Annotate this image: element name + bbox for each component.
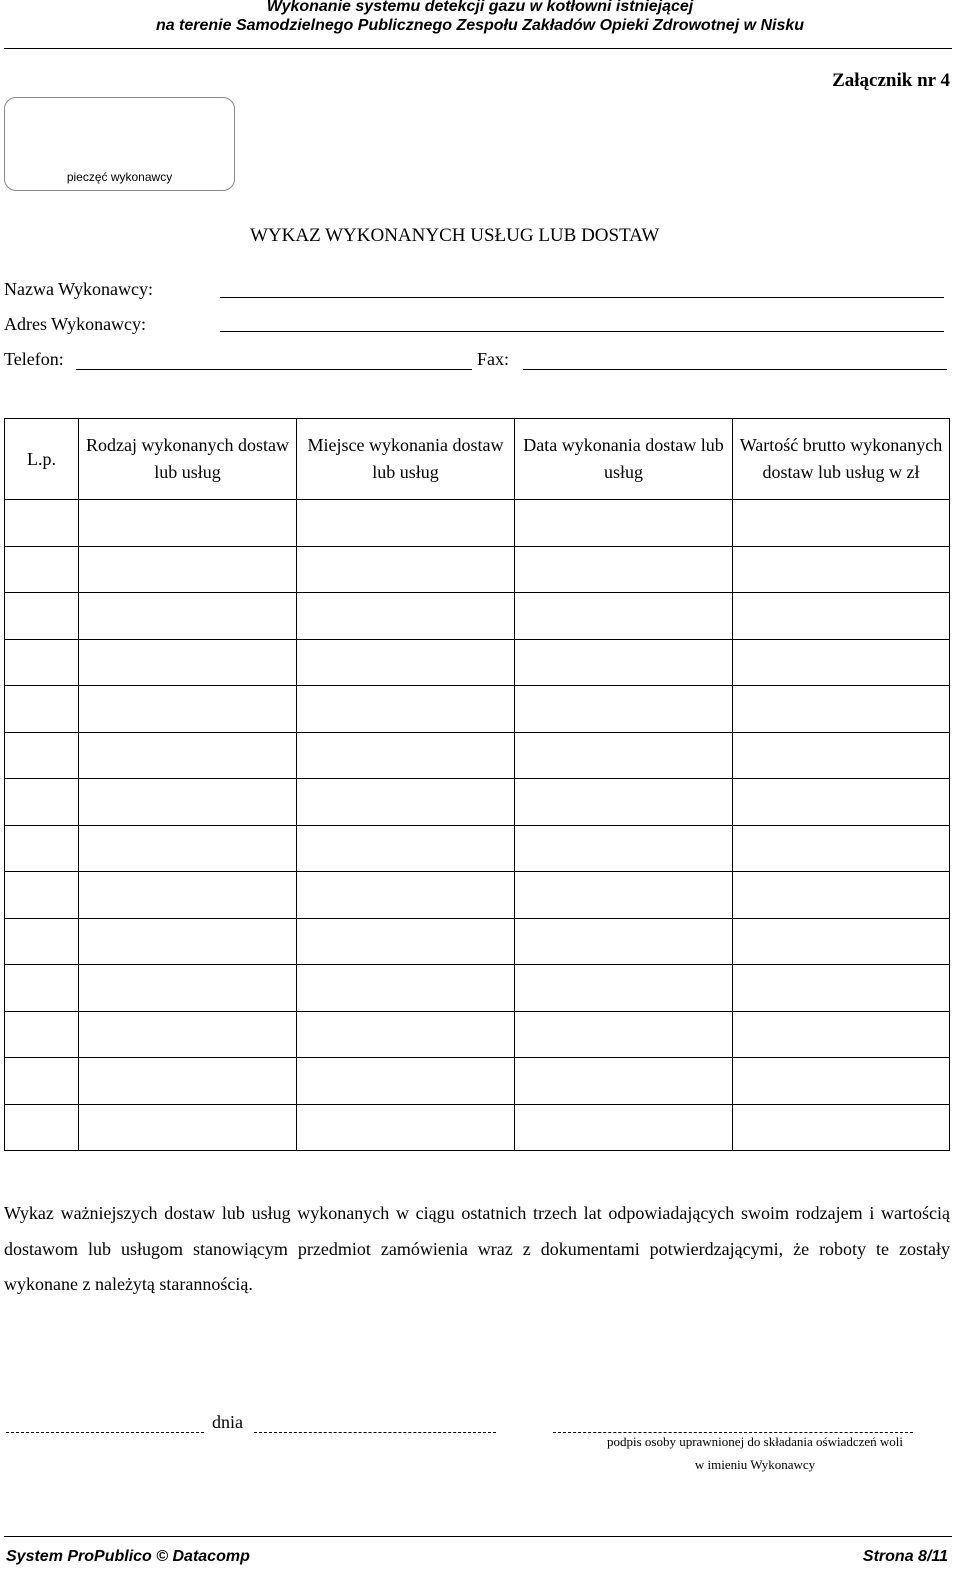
table-cell[interactable]: [733, 500, 950, 547]
contractor-name-line[interactable]: [220, 297, 944, 298]
header-title-line2: na terenie Samodzielnego Publicznego Zespołu Zakładów Opieki Zdrowotnej w Nisku: [155, 17, 805, 34]
table-cell[interactable]: [297, 1104, 515, 1151]
table-cell[interactable]: [79, 918, 297, 965]
declaration-paragraph: Wykaz ważniejszych dostaw lub usług wykonanych w ciągu ostatnich trzech lat odpowiadających swoim rodzajem i wartością dostawom lub usługom stanowiącym przedmiot zamówienia wraz z dokumentami potwierdzającymi, że roboty te zostały wykonane z należytą starannością.: [4, 1203, 950, 1294]
table-row: [5, 965, 950, 1012]
table-cell[interactable]: [515, 965, 733, 1012]
table-cell[interactable]: [79, 965, 297, 1012]
table-cell[interactable]: [515, 686, 733, 733]
annex-label: Załącznik nr 4: [832, 70, 950, 91]
table-cell[interactable]: [515, 918, 733, 965]
table-cell[interactable]: [515, 872, 733, 919]
table-cell[interactable]: [297, 686, 515, 733]
table-cell[interactable]: [5, 593, 79, 640]
table-cell[interactable]: [733, 546, 950, 593]
stamp-label: pieczęć wykonawcy: [66, 170, 173, 184]
table-cell[interactable]: [79, 825, 297, 872]
table-cell[interactable]: [733, 1104, 950, 1151]
table-cell[interactable]: [5, 732, 79, 779]
table-cell[interactable]: [733, 1011, 950, 1058]
table-cell[interactable]: [5, 500, 79, 547]
table-row: [5, 686, 950, 733]
header-rule: [4, 48, 952, 49]
table-cell[interactable]: [79, 593, 297, 640]
col-header-lp: L.p.: [5, 419, 79, 500]
table-cell[interactable]: [79, 872, 297, 919]
table-cell[interactable]: [733, 825, 950, 872]
table-cell[interactable]: [79, 779, 297, 826]
table-cell[interactable]: [733, 779, 950, 826]
table-cell[interactable]: [515, 639, 733, 686]
table-cell[interactable]: [733, 965, 950, 1012]
fax-label: Fax:: [477, 349, 510, 369]
table-cell[interactable]: [297, 639, 515, 686]
table-cell[interactable]: [515, 732, 733, 779]
table-cell[interactable]: [297, 1011, 515, 1058]
signature-caption-2: w imieniu Wykonawcy: [694, 1457, 816, 1472]
table-cell[interactable]: [79, 686, 297, 733]
table-row: [5, 1011, 950, 1058]
phone-label: Telefon:: [4, 349, 64, 369]
services-table: [4, 418, 950, 1151]
table-cell[interactable]: [297, 732, 515, 779]
table-cell[interactable]: [733, 1058, 950, 1105]
table-cell[interactable]: [297, 593, 515, 640]
date-dotted-line[interactable]: [254, 1432, 496, 1433]
contractor-name-label: Nazwa Wykonawcy:: [4, 279, 154, 299]
table-cell[interactable]: [297, 546, 515, 593]
table-cell[interactable]: [733, 732, 950, 779]
phone-line[interactable]: [76, 369, 472, 370]
table-cell[interactable]: [733, 872, 950, 919]
table-cell[interactable]: [79, 1104, 297, 1151]
table-cell[interactable]: [297, 825, 515, 872]
table-cell[interactable]: [5, 872, 79, 919]
table-cell[interactable]: [733, 639, 950, 686]
table-row: [5, 779, 950, 826]
table-cell[interactable]: [515, 500, 733, 547]
table-header-row: [5, 419, 950, 500]
footer-left: System ProPublico © Datacomp: [6, 1548, 250, 1565]
table-cell[interactable]: [5, 918, 79, 965]
table-cell[interactable]: [515, 825, 733, 872]
table-row: [5, 918, 950, 965]
table-row: [5, 639, 950, 686]
table-cell[interactable]: [733, 918, 950, 965]
contractor-address-line[interactable]: [220, 331, 944, 332]
table-cell[interactable]: [297, 779, 515, 826]
table-cell[interactable]: [79, 546, 297, 593]
table-cell[interactable]: [733, 593, 950, 640]
table-cell[interactable]: [5, 686, 79, 733]
col-header-value: Wartość brutto wykonanych dostaw lub usług w zł: [733, 419, 950, 500]
table-cell[interactable]: [297, 872, 515, 919]
table-cell[interactable]: [5, 639, 79, 686]
table-row: [5, 732, 950, 779]
table-cell[interactable]: [297, 1058, 515, 1105]
table-cell[interactable]: [79, 732, 297, 779]
table-row: [5, 1104, 950, 1151]
table-cell[interactable]: [733, 686, 950, 733]
table-row: [5, 593, 950, 640]
fax-line[interactable]: [523, 369, 947, 370]
table-cell[interactable]: [5, 1058, 79, 1105]
table-cell[interactable]: [5, 825, 79, 872]
table-row: [5, 1058, 950, 1105]
table-cell[interactable]: [5, 546, 79, 593]
table-cell[interactable]: [297, 500, 515, 547]
table-cell[interactable]: [515, 1058, 733, 1105]
table-cell[interactable]: [297, 918, 515, 965]
table-cell[interactable]: [79, 1011, 297, 1058]
contractor-stamp-box: [4, 97, 235, 191]
table-cell[interactable]: [5, 779, 79, 826]
document-title: WYKAZ WYKONANYCH USŁUG LUB DOSTAW: [250, 225, 660, 246]
table-cell[interactable]: [79, 500, 297, 547]
place-dotted-line[interactable]: [6, 1432, 204, 1433]
col-header-date: Data wykonania dostaw lub usług: [515, 419, 733, 500]
table-cell[interactable]: [79, 1058, 297, 1105]
col-header-place: Miejsce wykonania dostaw lub usług: [297, 419, 515, 500]
table-cell[interactable]: [515, 779, 733, 826]
table-row: [5, 872, 950, 919]
signature-caption: podpis osoby uprawnionej do składania oświadczeń woli: [606, 1434, 904, 1449]
signature-dotted-line[interactable]: [553, 1432, 913, 1433]
table-body: [5, 500, 950, 1151]
table-cell[interactable]: [5, 1011, 79, 1058]
date-label: dnia: [212, 1412, 243, 1432]
col-header-type: Rodzaj wykonanych dostaw lub usług: [79, 419, 297, 500]
contractor-address-label: Adres Wykonawcy:: [4, 314, 147, 334]
table-cell[interactable]: [79, 639, 297, 686]
header-title-line1: Wykonanie systemu detekcji gazu w kotłowni istniejącej: [266, 0, 694, 15]
table-row: [5, 500, 950, 547]
footer-rule: [4, 1536, 952, 1537]
table-cell[interactable]: [515, 1011, 733, 1058]
table-cell[interactable]: [515, 593, 733, 640]
footer-page-number: Strona 8/11: [862, 1548, 948, 1565]
table-cell[interactable]: [515, 546, 733, 593]
table-row: [5, 825, 950, 872]
table-cell[interactable]: [5, 1104, 79, 1151]
table-cell[interactable]: [515, 1104, 733, 1151]
table-row: [5, 546, 950, 593]
table-cell[interactable]: [5, 965, 79, 1012]
table-cell[interactable]: [297, 965, 515, 1012]
